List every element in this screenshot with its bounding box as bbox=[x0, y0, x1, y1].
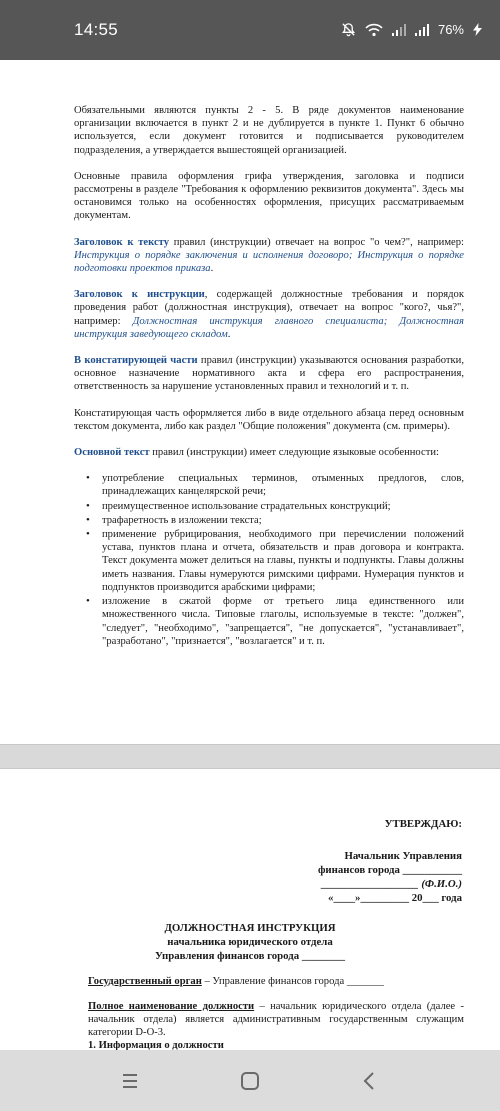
example-instruction-title: Должностная инструкция главного специалиста; Должностная инструкция заведующего складом bbox=[74, 315, 464, 340]
document-page-2 bbox=[0, 768, 500, 1050]
full-title-label: Полное наименование должности bbox=[88, 1001, 255, 1012]
gov-body-label: Государственный орган bbox=[88, 976, 202, 987]
paragraph-7 bbox=[74, 446, 464, 459]
back-button[interactable] bbox=[358, 1070, 382, 1092]
title-line-3: Управления финансов города ________ bbox=[154, 950, 346, 962]
mute-icon bbox=[341, 22, 356, 37]
status-bar bbox=[0, 0, 500, 60]
full-title-line bbox=[88, 1000, 464, 1039]
list-item: • употребление специальных терминов, отыменных предлогов, слов, принадлежащих канцелярской речи; bbox=[88, 472, 464, 498]
title-line-1: ДОЛЖНОСТНАЯ ИНСТРУКЦИЯ bbox=[164, 922, 336, 934]
list-item: • трафаретность в изложении текста; bbox=[88, 514, 464, 527]
heading-text-title: Заголовок к тексту bbox=[74, 236, 170, 248]
list-item: • изложение в сжатой форме от третьего лица единственного или множественного числа. Типовые глаголы, используемые в тексте: "должен", "следует", "необходимо", "запрещается", "не допускается", "устанавливает", "разработано", "признается", "возлагается" и т. п. bbox=[88, 595, 464, 648]
list-item: • преимущественное использование страдательных конструкций; bbox=[88, 500, 464, 513]
status-icons bbox=[341, 22, 482, 37]
recent-apps-icon bbox=[118, 1070, 142, 1092]
approval-line-3: __________________ (Ф.И.О.) bbox=[321, 878, 462, 890]
status-time: 14:55 bbox=[74, 20, 119, 39]
heading-stating-part: В констатирующей части bbox=[74, 355, 198, 367]
signal-icon-2 bbox=[415, 24, 429, 36]
document-title bbox=[100, 921, 400, 963]
paragraph-4-text: , содержащей должностные требования и порядок проведения работ (должностная инструкция), отвечает на вопрос "кого?, чья?", например: bbox=[74, 289, 464, 327]
page-2-body bbox=[88, 975, 464, 1050]
approval-heading: УТВЕРЖДАЮ: bbox=[384, 818, 462, 830]
section-1-heading: 1. Информация о должности bbox=[88, 1040, 224, 1050]
paragraph-4: Заголовок к инструкции, содержащей должностные требования и порядок проведения работ (должностная инструкция), отвечает на вопрос "кого?, чья?", например: Должностная инструкция главного специалиста; Должностная инструкция заведующего складом. bbox=[74, 289, 464, 340]
document-page-1 bbox=[0, 60, 500, 745]
list-item: • применение рубрицирования, необходимого при перечислении положений устава, пунктов плана и отчета, обязательств и прав договора и контракта. Текст документа может делиться на главы, пункты и подпункты. Главы должны иметь названия. Главы нумеруются римскими цифрами. Нумерация пунктов и подпунктов производится арабскими цифрами; bbox=[88, 528, 464, 594]
approval-line-1: Начальник Управления bbox=[344, 850, 462, 862]
home-icon bbox=[238, 1070, 262, 1092]
navigation-bar bbox=[0, 1050, 500, 1111]
paragraph-1: Обязательными являются пункты 2 - 5. В ряде документов наименование организации включается в пункт 2 и не дублируется в пункте 1. Пункт 6 обычно используется, если документ готовится и подписывается руководителем подразделения, а утверждается вышестоящей организацией. bbox=[74, 105, 464, 156]
paragraph-3: Заголовок к тексту правил (инструкции) отвечает на вопрос "о чем?", например: Инструкция о порядке заключения и исполнения договоро; Инструкция о порядке подготовки проектов приказа. bbox=[74, 236, 464, 275]
paragraph-3-text: правил (инструкции) отвечает на вопрос "о чем?", например: bbox=[169, 236, 464, 248]
example-text-title: Инструкция о порядке заключения и исполнения договоро; Инструкция о порядке подготовки проектов приказа bbox=[74, 249, 464, 275]
page-1-body bbox=[74, 104, 464, 649]
approval-block bbox=[210, 817, 462, 905]
home-button[interactable] bbox=[238, 1070, 262, 1092]
charging-icon bbox=[473, 23, 482, 36]
signal-icon bbox=[392, 24, 406, 36]
approval-line-4: «____»_________ 20___ года bbox=[328, 892, 462, 904]
full-title-text: – начальник юридического отдела (далее - начальник отдела) является административным государственным служащим категории D-O-3. bbox=[88, 1001, 464, 1038]
features-list bbox=[88, 472, 464, 648]
battery-level: 76% bbox=[437, 22, 464, 37]
title-line-2: начальника юридического отдела bbox=[167, 936, 333, 948]
back-icon bbox=[358, 1070, 382, 1092]
paragraph-5-text: правил (инструкции) указываются основания разработки, основное назначение нормативного акта и сфера его распространения, ответственность за нарушение установленных правил и технологий и т. п. bbox=[74, 355, 464, 393]
gov-body-text: – Управление финансов города _______ bbox=[201, 976, 384, 987]
wifi-icon bbox=[365, 23, 383, 37]
paragraph-6: Констатирующая часть оформляется либо в виде отдельного абзаца перед основным текстом документа, либо как раздел "Общие положения" документа (см. примеры). bbox=[74, 407, 464, 432]
heading-instruction-title: Заголовок к инструкции bbox=[74, 289, 205, 301]
paragraph-7-text: правил (инструкции) имеет следующие языковые особенности: bbox=[149, 447, 439, 459]
gov-body-line bbox=[88, 975, 464, 988]
approval-line-2: финансов города ___________ bbox=[317, 864, 462, 876]
paragraph-2: Основные правила оформления грифа утверждения, заголовка и подписи рассмотрены в разделе "Требования к оформлению реквизитов документа". Здесь мы остановимся только на особенностях оформления, присущих рассматриваемым документам. bbox=[74, 170, 464, 222]
heading-main-text: Основной текст bbox=[74, 447, 150, 459]
paragraph-5 bbox=[74, 354, 464, 394]
recent-apps-button[interactable] bbox=[118, 1070, 142, 1092]
